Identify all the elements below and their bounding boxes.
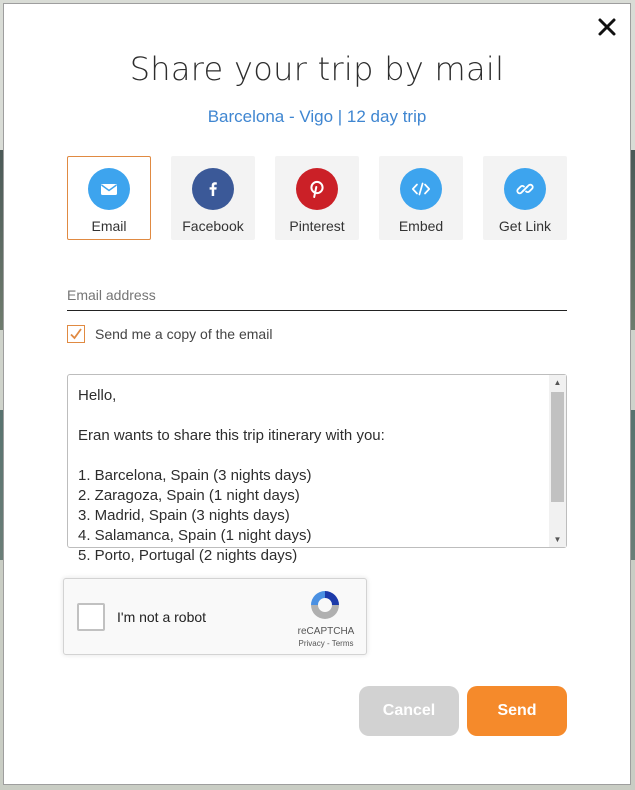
- share-email-label: Email: [91, 218, 127, 234]
- email-field[interactable]: [67, 279, 567, 311]
- recaptcha-links: [286, 639, 366, 648]
- dialog-title: Share your trip by mail: [129, 50, 505, 88]
- message-text[interactable]: Hello, Eran wants to share this trip itinerary with you: 1. Barcelona, Spain (3 nights days) 2. Zaragoza, Spain (1 night days) 3. Madrid, Spain (3 nights days) 4. Salamanca, Spain (1 night days) 5. Porto, Portugal (2 nights days): [78, 387, 385, 564]
- cancel-button[interactable]: Cancel: [359, 686, 459, 736]
- share-pinterest-button[interactable]: [275, 156, 359, 240]
- share-facebook-button[interactable]: [171, 156, 255, 240]
- trip-subtitle[interactable]: Barcelona - Vigo | 12 day trip: [207, 107, 427, 126]
- share-facebook-label: Facebook: [182, 218, 244, 234]
- share-getlink-label: Get Link: [498, 218, 552, 234]
- recaptcha-checkbox[interactable]: [77, 603, 105, 631]
- share-dialog: [3, 3, 631, 785]
- scroll-up-icon[interactable]: ▲: [553, 378, 562, 387]
- recaptcha-logo-icon: [308, 588, 342, 622]
- send-copy-checkbox[interactable]: [67, 325, 85, 343]
- pinterest-icon: [296, 168, 338, 210]
- share-embed-label: Embed: [398, 218, 444, 234]
- link-icon: [504, 168, 546, 210]
- facebook-icon: [192, 168, 234, 210]
- send-copy-option: [67, 325, 272, 343]
- recaptcha-label: I'm not a robot: [117, 609, 207, 625]
- message-scrollbar[interactable]: [549, 375, 566, 547]
- scroll-down-icon[interactable]: ▼: [553, 535, 562, 544]
- envelope-icon: [88, 168, 130, 210]
- send-copy-label: Send me a copy of the email: [95, 326, 273, 342]
- share-options: [67, 156, 567, 240]
- scroll-thumb[interactable]: [551, 392, 564, 502]
- close-icon[interactable]: [596, 16, 618, 38]
- recaptcha-widget: [63, 578, 367, 655]
- message-textarea[interactable]: [67, 374, 567, 564]
- checkmark-icon: [69, 327, 83, 341]
- recaptcha-links-separator: -: [324, 639, 332, 648]
- recaptcha-brand: reCAPTCHA: [297, 626, 355, 637]
- code-icon: [400, 168, 442, 210]
- share-getlink-button[interactable]: [483, 156, 567, 240]
- recaptcha-privacy-link[interactable]: Privacy: [298, 639, 325, 648]
- recaptcha-terms-link[interactable]: Terms: [331, 639, 354, 648]
- send-button[interactable]: Send: [467, 686, 567, 736]
- share-pinterest-label: Pinterest: [289, 218, 345, 234]
- share-embed-button[interactable]: [379, 156, 463, 240]
- share-email-button[interactable]: [67, 156, 151, 240]
